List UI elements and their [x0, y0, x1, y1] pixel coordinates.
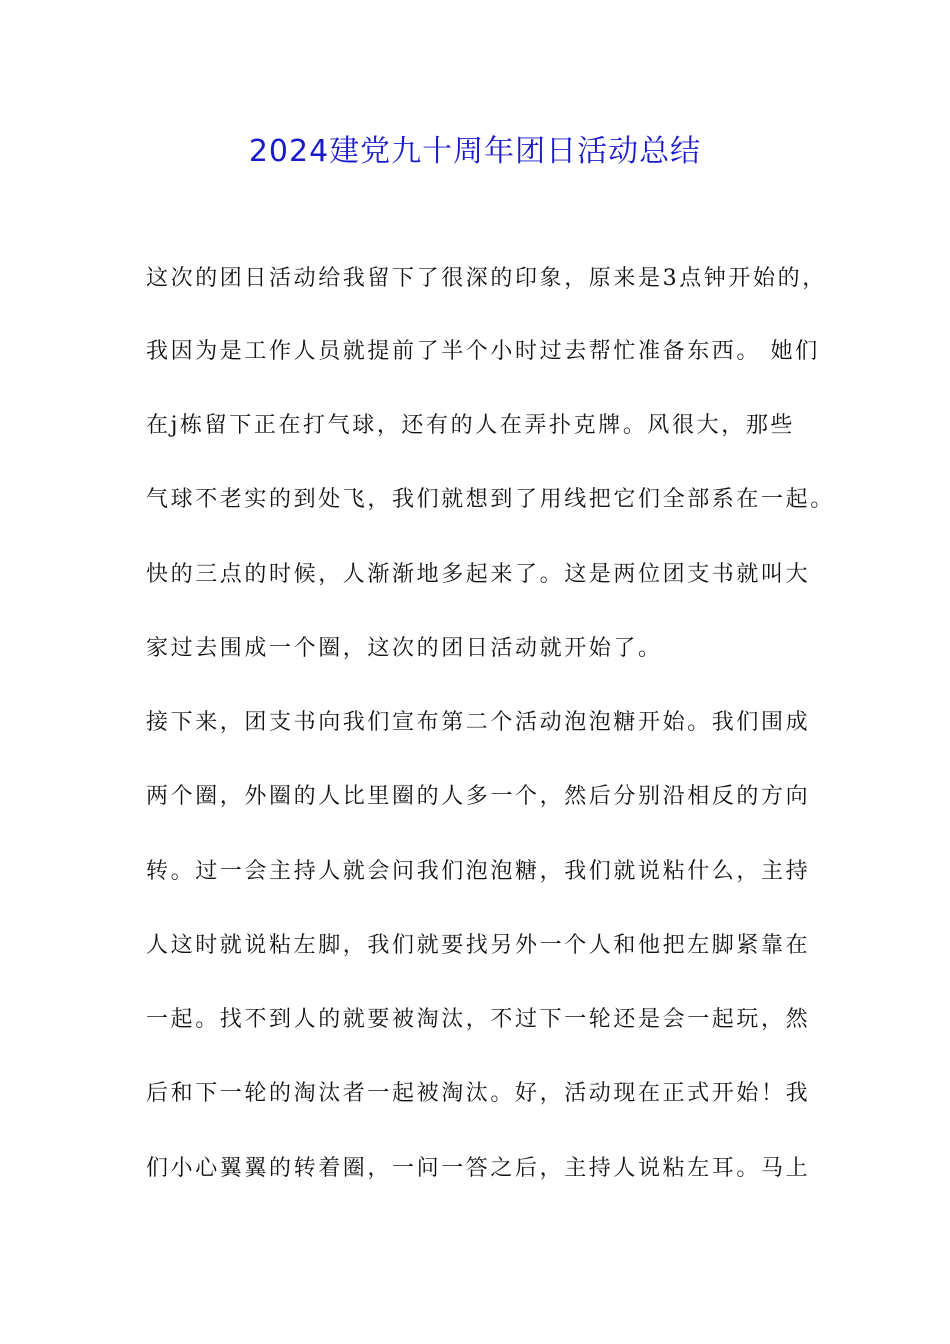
paragraph-line: 转。过一会主持人就会问我们泡泡糖，我们就说粘什么，主持	[146, 859, 811, 884]
paragraph-line: 后和下一轮的淘汰者一起被淘汰。好，活动现在正式开始！我	[146, 1081, 811, 1106]
paragraph-line: 气球不老实的到处飞，我们就想到了用线把它们全部系在一起。	[146, 487, 835, 512]
paragraph-line: 们小心翼翼的转着圈，一问一答之后，主持人说粘左耳。马上	[146, 1156, 811, 1181]
paragraph-line: 这次的团日活动给我留下了很深的印象，原来是3点钟开始的，	[146, 266, 827, 291]
paragraph-line: 两个圈，外圈的人比里圈的人多一个，然后分别沿相反的方向	[146, 784, 811, 809]
paragraph-line: 快的三点的时候，人渐渐地多起来了。这是两位团支书就叫大	[146, 562, 811, 587]
paragraph-line: 一起。找不到人的就要被淘汰，不过下一轮还是会一起玩，然	[146, 1007, 811, 1032]
paragraph-line: 在j栋留下正在打气球，还有的人在弄扑克牌。风很大，那些	[146, 413, 796, 438]
paragraph-line: 家过去围成一个圈，这次的团日活动就开始了。	[146, 636, 663, 661]
paragraph-line: 接下来，团支书向我们宣布第二个活动泡泡糖开始。我们围成	[146, 710, 811, 735]
paragraph-line: 人这时就说粘左脚，我们就要找另外一个人和他把左脚紧靠在	[146, 933, 811, 958]
paragraph-line: 我因为是工作人员就提前了半个小时过去帮忙准备东西。 她们	[146, 339, 820, 364]
document-title: 2024建党九十周年团日活动总结	[248, 134, 702, 169]
